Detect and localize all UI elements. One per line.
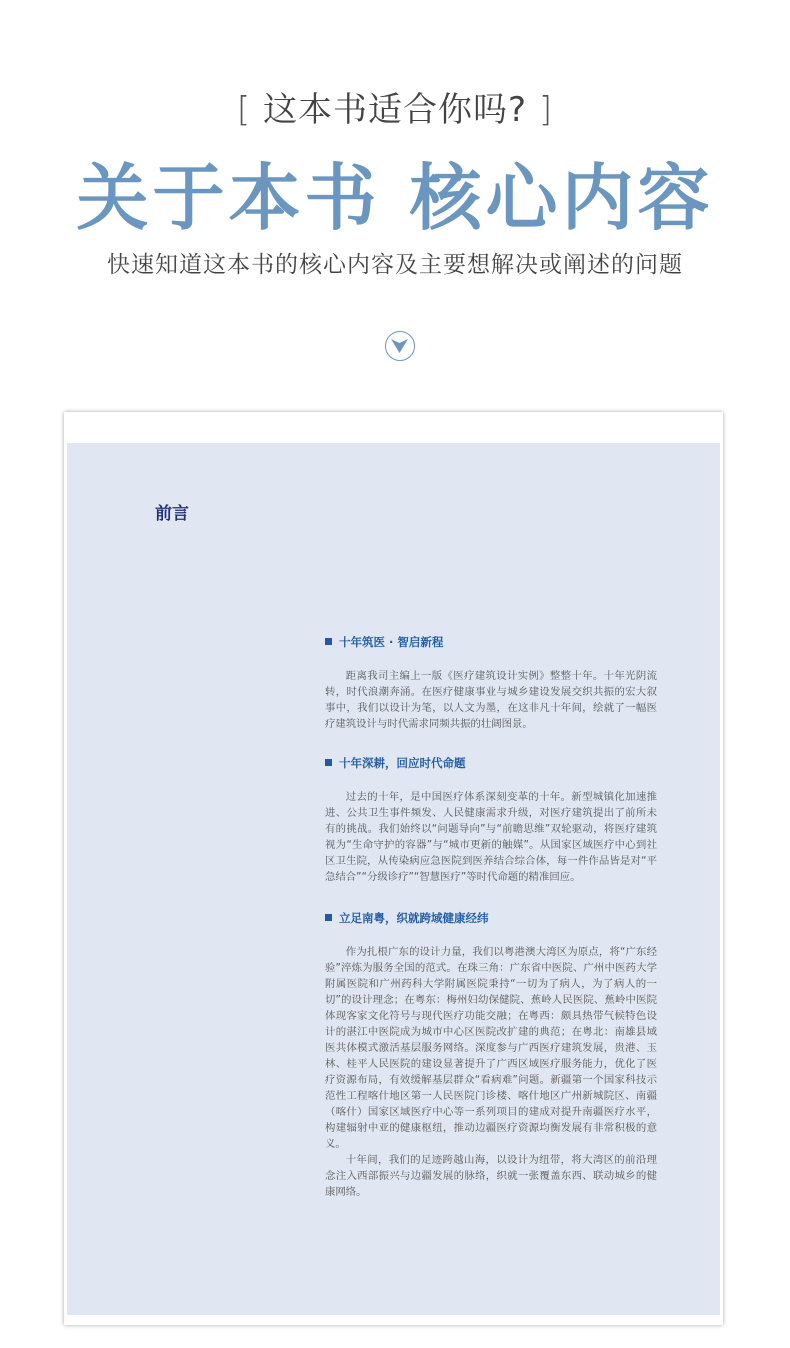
square-bullet-icon [325,638,332,645]
bracket-right: ] [538,90,554,130]
square-bullet-icon [325,759,332,766]
bracket-left: [ [236,90,252,130]
question-heading [0,82,790,131]
paragraph: 过去的十年，是中国医疗体系深刻变革的十年。新型城镇化加速推进、公共卫生事件频发、人民健康需求升级，对医疗建筑提出了前所未有的挑战。我们始终以“问题导向”与“前瞻思维”双轮驱动，将医疗建筑视为“生命守护的容器”与“城市更新的触媒”。从国家区域医疗中心到社区卫生院，从传染病应急医院到医养结合综合体，每一件作品皆是对“平急结合”“分级诊疗”“智慧医疗”等时代命题的精准回应。 [325,791,657,883]
preface-title: 前言 [155,504,189,524]
page-content [67,443,720,1315]
paragraph: 十年间，我们的足迹跨越山海，以设计为纽带，将大湾区的前沿理念注入西部振兴与边疆发展的脉络，织就一张覆盖东西、联动城乡的健康网络。 [325,1154,657,1198]
section-body [325,668,657,732]
section-heading [325,634,443,650]
section-heading [325,910,489,926]
section-heading-text: 立足南粤，织就跨域健康经纬 [339,911,489,925]
section-body [325,944,657,1200]
paragraph: 距离我司主编上一版《医疗建筑设计实例》整整十年。十年光阴流转，时代浪潮奔涌。在医疗健康事业与城乡建设发展交织共振的宏大叙事中，我们以设计为笔，以人文为墨，在这非凡十年间，绘就了一幅医疗建筑设计与时代需求同频共振的壮阔图景。 [325,670,657,730]
square-bullet-icon [325,914,332,921]
page-subtitle: 快速知道这本书的核心内容及主要想解决或阐述的问题 [107,252,683,278]
page-title: 关于本书 核心内容 [76,155,714,240]
section-heading-text: 十年筑医 · 智启新程 [339,635,444,649]
section-body [325,789,657,885]
book-page [64,412,723,1325]
chevron-down-icon [385,331,415,361]
section-heading-text: 十年深耕，回应时代命题 [339,756,466,770]
question-text: 这本书适合你吗? [262,90,528,130]
section-heading [325,755,466,771]
paragraph: 作为扎根广东的设计力量，我们以粤港澳大湾区为原点，将“广东经验”淬炼为服务全国的范式。在珠三角：广东省中医院、广州中医药大学附属医院和广州药科大学附属医院秉持“一切为了病人，为了病人的一切”的设计理念；在粤东：梅州妇幼保健院、蕉岭人民医院、蕉岭中医院体现客家文化符号与现代医疗功能交融；在粤西：颇具热带气候特色设计的湛江中医院成为城市中心区医院改扩建的典范；在粤北：南雄县域医共体模式激活基层服务网络。深度参与广西医疗建筑发展，贵港、玉林、桂平人民医院的建设显著提升了广西区域医疗服务能力，优化了医疗资源布局，有效缓解基层群众“看病难”问题。新疆第一个国家科技示范性工程喀什地区第一人民医院门诊楼、喀什地区广州新城院区、南疆（喀什）国家区域医疗中心等一系列项目的建成对提升南疆医疗水平，构建辐射中亚的健康枢纽，推动边疆医疗资源均衡发展有非常积极的意义。 [325,946,657,1150]
